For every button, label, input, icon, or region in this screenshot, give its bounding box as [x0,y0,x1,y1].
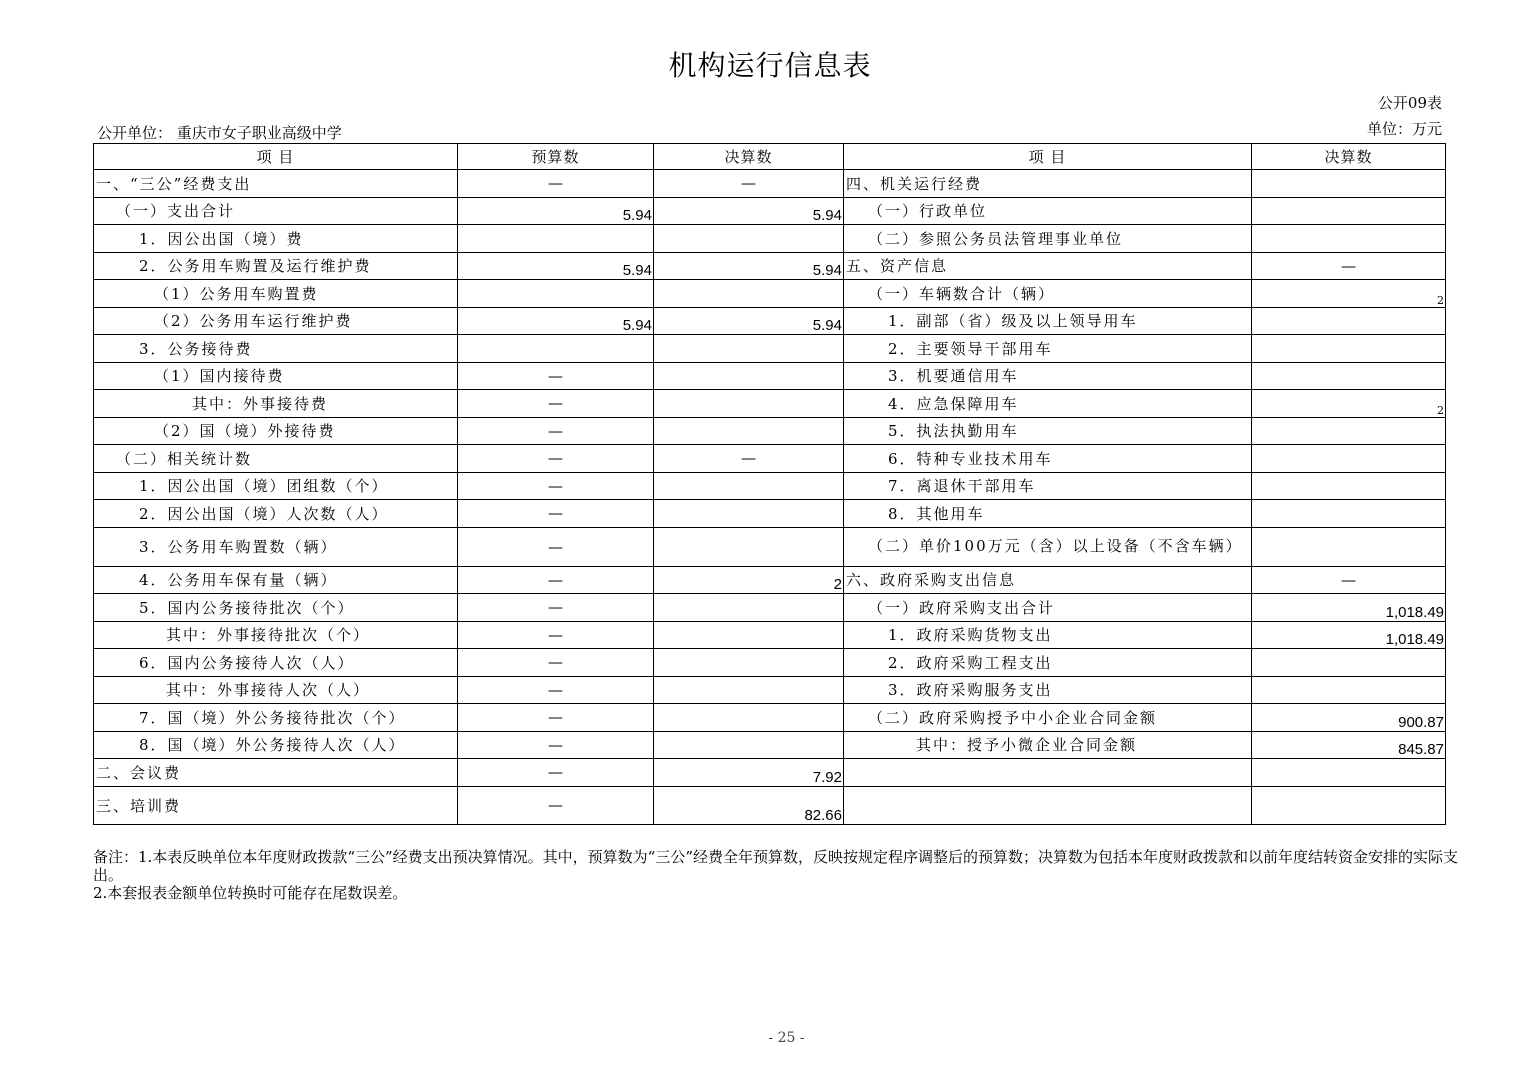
row-item2-label: 6．特种专业技术用车 [844,445,1252,473]
row-final-value [654,704,844,732]
row-item-label: （2）国（境）外接待费 [94,417,458,445]
row-item2-label: 3．政府采购服务支出 [844,676,1252,704]
row-item-label: （一）支出合计 [94,197,458,225]
row-budget-value: — [458,704,654,732]
table-row [94,335,1446,363]
table-row [94,445,1446,473]
row-item2-label: 4．应急保障用车 [844,390,1252,418]
row-final-value [654,390,844,418]
row-final2-value [1252,197,1446,225]
table-row [94,786,1446,824]
page-number: - 25 - [768,1030,805,1046]
row-final-value [654,649,844,677]
row-final-value [654,731,844,759]
row-item2-label: 2．主要领导干部用车 [844,335,1252,363]
row-final2-value [1252,417,1446,445]
row-final2-value [1252,527,1446,566]
col-final2-header: 决算数 [1252,144,1446,170]
table-row [94,731,1446,759]
notes [93,848,1473,902]
col-budget-header: 预算数 [458,144,654,170]
row-final2-value [1252,759,1446,787]
row-item2-label: 五、资产信息 [844,252,1252,280]
row-budget-value [458,280,654,308]
row-item2-label: 8．其他用车 [844,500,1252,528]
row-budget-value: — [458,500,654,528]
row-item2-label: 六、政府采购支出信息 [844,566,1252,594]
table-row [94,621,1446,649]
row-item-label: 2．公务用车购置及运行维护费 [94,252,458,280]
table-row [94,362,1446,390]
row-item-label: （1）国内接待费 [94,362,458,390]
table-row [94,594,1446,622]
row-final-value: 5.94 [654,197,844,225]
row-final-value: 5.94 [654,252,844,280]
row-item2-label: 1．政府采购货物支出 [844,621,1252,649]
row-final2-value [1252,362,1446,390]
row-budget-value: — [458,649,654,677]
row-budget-value: — [458,786,654,824]
row-item2-label: （二）单价100万元（含）以上设备（不含车辆） [844,527,1252,566]
row-budget-value [458,335,654,363]
row-item-label: 其中：外事接待批次（个） [94,621,458,649]
row-final2-value [1252,335,1446,363]
row-budget-value: — [458,472,654,500]
row-final-value [654,500,844,528]
row-item-label: （1）公务用车购置费 [94,280,458,308]
row-final-value [654,676,844,704]
row-item-label: （2）公务用车运行维护费 [94,307,458,335]
page-title: 机构运行信息表 [668,49,872,82]
table-row [94,566,1446,594]
row-final-value [654,362,844,390]
row-final2-value [1252,170,1446,198]
row-item-label: 一、“三公”经费支出 [94,170,458,198]
row-final2-value: 1,018.49 [1252,594,1446,622]
row-item2-label [844,759,1252,787]
row-final2-value [1252,676,1446,704]
row-budget-value: — [458,731,654,759]
table-row [94,759,1446,787]
row-final-value [654,472,844,500]
unit-label: 单位：万元 [1366,120,1442,138]
row-item-label: 5．国内公务接待批次（个） [94,594,458,622]
col-item-header: 项 目 [94,144,458,170]
row-final2-value: 2 [1252,280,1446,308]
note-line-1: 备注：1.本表反映单位本年度财政拨款“三公”经费支出预决算情况。其中，预算数为“三公”经费全年预算数，反映按规定程序调整后的预算数；决算数为包括本年度财政拨款和以前年度结转资金安排的实际支出。 [93,848,1458,884]
row-final2-value: — [1252,252,1446,280]
row-item2-label: 其中：授予小微企业合同金额 [844,731,1252,759]
row-budget-value: — [458,594,654,622]
table-row [94,472,1446,500]
row-item-label: 2．因公出国（境）人次数（人） [94,500,458,528]
table-row [94,390,1446,418]
row-final-value [654,225,844,253]
row-final2-value: 900.87 [1252,704,1446,732]
table-row [94,417,1446,445]
row-item2-label: 2．政府采购工程支出 [844,649,1252,677]
note-line-2: 2.本套报表金额单位转换时可能存在尾数误差。 [93,884,408,902]
row-item2-label: 四、机关运行经费 [844,170,1252,198]
row-final-value: 82.66 [654,786,844,824]
table-row [94,676,1446,704]
row-final-value [654,280,844,308]
row-item2-label: 5．执法执勤用车 [844,417,1252,445]
row-item-label: 二、会议费 [94,759,458,787]
row-final-value [654,335,844,363]
row-final-value [654,417,844,445]
row-final-value [654,594,844,622]
row-item-label: 1．因公出国（境）团组数（个） [94,472,458,500]
row-budget-value: — [458,527,654,566]
row-item2-label: 3．机要通信用车 [844,362,1252,390]
table-row [94,280,1446,308]
row-budget-value: 5.94 [458,197,654,225]
row-item-label: 3．公务用车购置数（辆） [94,527,458,566]
table-row [94,704,1446,732]
row-item-label: （二）相关统计数 [94,445,458,473]
table-row [94,307,1446,335]
row-item-label: 8．国（境）外公务接待人次（人） [94,731,458,759]
row-item-label: 7．国（境）外公务接待批次（个） [94,704,458,732]
row-item2-label: （一）车辆数合计（辆） [844,280,1252,308]
col-item2-header: 项 目 [844,144,1252,170]
row-item2-label [844,786,1252,824]
row-final-value: 7.92 [654,759,844,787]
row-final-value [654,527,844,566]
row-item2-label: 7．离退休干部用车 [844,472,1252,500]
table-row [94,252,1446,280]
row-budget-value [458,225,654,253]
form-number: 公开09表 [1377,94,1442,112]
table-row [94,527,1446,566]
table-row [94,225,1446,253]
row-budget-value: — [458,390,654,418]
row-budget-value: — [458,676,654,704]
row-final-value: — [654,445,844,473]
row-final2-value: — [1252,566,1446,594]
table-row [94,197,1446,225]
table-row [94,170,1446,198]
row-final2-value [1252,445,1446,473]
row-final2-value [1252,500,1446,528]
row-final-value: 2 [654,566,844,594]
row-item-label: 其中：外事接待费 [94,390,458,418]
row-item-label: 3．公务接待费 [94,335,458,363]
row-final2-value [1252,307,1446,335]
row-budget-value: — [458,445,654,473]
row-budget-value: — [458,417,654,445]
row-budget-value: — [458,362,654,390]
row-item-label: 三、培训费 [94,786,458,824]
row-item2-label: （二）政府采购授予中小企业合同金额 [844,704,1252,732]
info-table [93,143,1446,825]
row-final2-value [1252,649,1446,677]
row-item2-label: （一）政府采购支出合计 [844,594,1252,622]
row-final-value: 5.94 [654,307,844,335]
row-item2-label: （二）参照公务员法管理事业单位 [844,225,1252,253]
row-final2-value [1252,786,1446,824]
row-final-value: — [654,170,844,198]
row-final2-value [1252,472,1446,500]
col-final-header: 决算数 [654,144,844,170]
row-final2-value: 1,018.49 [1252,621,1446,649]
row-budget-value: 5.94 [458,252,654,280]
row-budget-value: — [458,621,654,649]
row-item-label: 1．因公出国（境）费 [94,225,458,253]
row-final-value [654,621,844,649]
row-item-label: 4．公务用车保有量（辆） [94,566,458,594]
row-item2-label: （一）行政单位 [844,197,1252,225]
row-final2-value [1252,225,1446,253]
row-item2-label: 1．副部（省）级及以上领导用车 [844,307,1252,335]
row-item-label: 其中：外事接待人次（人） [94,676,458,704]
table-row [94,500,1446,528]
row-budget-value: — [458,566,654,594]
row-item-label: 6．国内公务接待人次（人） [94,649,458,677]
row-final2-value: 2 [1252,390,1446,418]
organization-label: 公开单位： 重庆市女子职业高级中学 [97,124,342,142]
row-budget-value: — [458,170,654,198]
row-final2-value: 845.87 [1252,731,1446,759]
row-budget-value: 5.94 [458,307,654,335]
row-budget-value: — [458,759,654,787]
table-header-row [94,144,1446,170]
table-row [94,649,1446,677]
